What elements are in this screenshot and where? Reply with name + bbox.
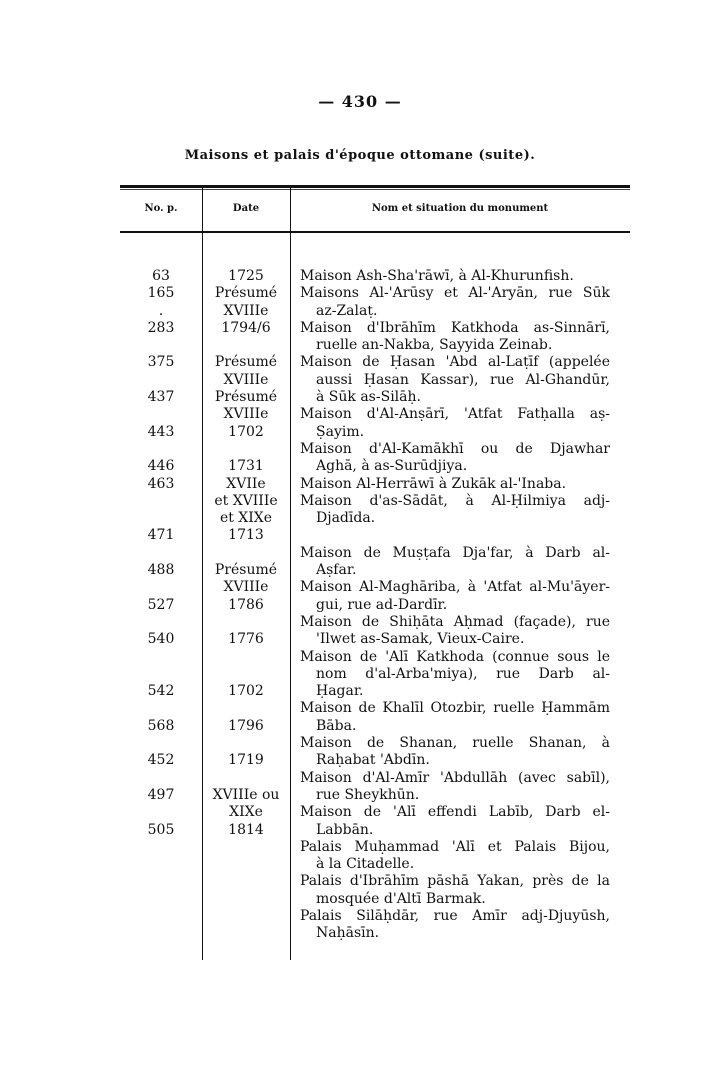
date-cell: 1725	[228, 268, 264, 284]
page-number-cell	[120, 873, 202, 890]
page-number-cell	[120, 925, 202, 942]
date-cell: XVIIIe	[223, 579, 269, 596]
monument-name-line: Maison Al-Maghāriba, à 'Atfat al-Mu'āyer-	[300, 579, 610, 596]
page-number-cell: 437	[147, 389, 175, 406]
date-cell	[202, 666, 290, 683]
monument-name-line: Djadīda.	[316, 510, 376, 527]
monument-name-column	[300, 268, 610, 943]
date-cell: 1702	[228, 683, 264, 700]
page-number-cell	[120, 510, 202, 527]
monument-name-line: nom d'al-Arba'miya), rue Darb al-	[316, 665, 610, 682]
page-number-cell: 527	[147, 596, 175, 613]
date-cell	[202, 839, 290, 856]
date-cell	[202, 614, 290, 631]
monument-name-line: Palais d'Ibrāhīm pāshā Yakan, près de la	[300, 873, 610, 890]
monument-name-line: Maison de Shiḥāta Aḥmad (façade), rue	[300, 613, 610, 630]
monument-name-line: Ḥagar.	[316, 683, 364, 700]
page-number-cell	[120, 649, 202, 666]
table-top-subrule	[120, 189, 630, 190]
monument-name-line: Maison Ash-Sha'rāwī, à Al-Khurunfish.	[300, 268, 574, 284]
column-divider-2	[290, 187, 291, 960]
page-number-cell: 165	[147, 285, 175, 302]
page-number-cell: 63	[152, 268, 170, 284]
page-number-cell: 283	[147, 319, 175, 336]
page-number-cell: 471	[147, 527, 175, 544]
page-number-cell	[120, 804, 202, 821]
date-cell: XIXe	[229, 804, 263, 821]
monument-name-line: Maisons Al-'Arūsy et Al-'Aryān, rue Sūk	[300, 285, 610, 302]
header-no-page: No. p.	[144, 203, 178, 214]
monument-name-line: Maison Al-Herrāwī à Zukāk al-'Inaba.	[300, 475, 567, 492]
date-cell: 1713	[228, 527, 264, 544]
monument-name-line: Aṣfar.	[316, 562, 357, 579]
page-number-cell	[120, 372, 202, 389]
page-number-cell	[120, 406, 202, 423]
page-number-cell	[120, 441, 202, 458]
monument-name-line: mosquée d'Altī Barmak.	[316, 890, 486, 907]
monument-name-line: Naḥāsīn.	[316, 925, 380, 942]
monument-name-line: à la Citadelle.	[316, 856, 415, 873]
monument-name-line: 'Ilwet as-Samak, Vieux-Caire.	[316, 631, 525, 648]
date-cell: XVIIIe	[223, 406, 269, 423]
date-cell: Présumé	[214, 389, 278, 406]
page-number-cell: 542	[147, 683, 175, 700]
monument-name-line: Maison de Shanan, ruelle Shanan, à	[300, 735, 610, 752]
page-number-cell	[120, 579, 202, 596]
date-cell	[202, 891, 290, 908]
page-number-cell	[120, 770, 202, 787]
page-number-cell: 452	[147, 752, 175, 769]
table-header-rule	[120, 231, 630, 233]
date-column	[202, 268, 290, 943]
date-cell	[202, 925, 290, 942]
date-cell	[202, 337, 290, 354]
page-number-cell: 505	[147, 821, 175, 838]
monument-name-line: rue Sheykhūn.	[316, 786, 420, 803]
page-number-cell	[120, 700, 202, 717]
date-cell	[202, 649, 290, 666]
monument-name-line: Maison de Muṣṭafa Dja'far, à Darb al-	[300, 544, 610, 561]
monument-name-line: Labbān.	[316, 821, 374, 838]
monument-name-line: Maison d'Ibrāhīm Katkhoda as-Sinnārī,	[300, 319, 610, 336]
date-cell	[202, 735, 290, 752]
date-cell	[202, 908, 290, 925]
monument-name-line: Aghā, à as-Surūdjiya.	[316, 458, 468, 475]
monument-name-line: Maison de Khalīl Otozbir, ruelle Ḥammām	[300, 700, 610, 717]
page-title: Maisons et palais d'époque ottomane (suite).	[184, 148, 536, 163]
monument-name-line: Palais Muḥammad 'Alī et Palais Bijou,	[300, 838, 610, 855]
page-number-cell	[120, 545, 202, 562]
monument-name-line: Ṣayim.	[316, 423, 365, 440]
header-date: Date	[232, 203, 260, 214]
page-number-column	[120, 268, 202, 943]
date-cell: 1776	[228, 631, 264, 648]
page-number-cell	[120, 614, 202, 631]
page-number-cell	[120, 839, 202, 856]
date-cell	[202, 856, 290, 873]
page-number-cell: 463	[147, 475, 175, 492]
page-number-cell: 568	[147, 717, 175, 734]
date-cell	[202, 441, 290, 458]
date-cell: XVIIIe ou	[212, 786, 280, 803]
date-cell: Présumé	[214, 354, 278, 371]
monument-name-line: aussi Ḥasan Kassar), rue Al-Ghandūr,	[316, 371, 610, 388]
date-cell: Présumé	[214, 562, 278, 579]
monument-name-line: Maison de 'Alī Katkhoda (connue sous le	[300, 648, 610, 665]
date-cell	[202, 700, 290, 717]
monument-name-line: Palais Silāḥdār, rue Amīr adj-Djuyūsh,	[300, 907, 610, 924]
monument-name-line: Maison d'Al-Kamākhī ou de Djawhar	[300, 440, 610, 457]
monument-name-line	[300, 527, 610, 544]
monument-name-line: Raḥabat 'Abdīn.	[316, 752, 430, 769]
monument-name-line: à Sūk as-Silāḥ.	[316, 389, 421, 406]
monument-name-line: az-Zalaṭ.	[316, 302, 378, 319]
page-number-cell: 375	[147, 354, 175, 371]
monument-name-line: Maison de Ḥasan 'Abd al-Laṭīf (appelée	[300, 354, 610, 371]
monument-name-line: Bāba.	[316, 717, 357, 734]
date-cell	[202, 770, 290, 787]
monument-name-line: gui, rue ad-Dardīr.	[316, 596, 448, 613]
page-number-cell	[120, 908, 202, 925]
page-number-cell: 488	[147, 562, 175, 579]
monument-name-line: Maison d'Al-Amīr 'Abdullāh (avec sabīl),	[300, 769, 610, 786]
date-cell: 1719	[228, 752, 264, 769]
page-number-cell	[120, 666, 202, 683]
page-number-cell	[120, 337, 202, 354]
page-number-cell: 540	[147, 631, 175, 648]
date-cell: 1814	[228, 821, 264, 838]
page-number-cell	[120, 891, 202, 908]
page-number-cell: 446	[147, 458, 175, 475]
date-cell: et XVIIIe	[214, 492, 278, 509]
date-cell: 1731	[228, 458, 264, 475]
date-cell: XVIIe	[226, 475, 266, 492]
page-number-cell: 443	[147, 423, 175, 440]
page-number-cell: 497	[147, 786, 175, 803]
monument-name-line: Maison d'Al-Anṣārī, 'Atfat Fatḥalla aṣ-	[300, 406, 610, 423]
date-cell: 1702	[228, 423, 264, 440]
date-cell	[202, 873, 290, 890]
page-number: — 430 —	[318, 92, 402, 111]
date-cell: 1794/6	[221, 319, 271, 336]
header-name: Nom et situation du monument	[371, 203, 549, 214]
monument-name-line: Maison d'as-Sādāt, à Al-Ḥilmiya adj-	[300, 492, 610, 509]
page-number-cell: .	[158, 302, 164, 319]
monument-name-line: ruelle an-Nakba, Sayyida Zeinab.	[316, 337, 553, 354]
date-cell: XVIIIe	[223, 302, 269, 319]
monument-name-line: Maison de 'Alī effendi Labīb, Darb el-	[300, 804, 610, 821]
page-number-cell	[120, 735, 202, 752]
table-top-rule	[120, 185, 630, 188]
page-number-cell	[120, 493, 202, 510]
date-cell	[202, 545, 290, 562]
date-cell: XVIIIe	[223, 371, 269, 388]
date-cell: 1796	[228, 717, 264, 734]
date-cell: 1786	[228, 596, 264, 613]
page-number-cell	[120, 856, 202, 873]
date-cell: Présumé	[214, 285, 278, 302]
date-cell: et XIXe	[219, 510, 273, 527]
